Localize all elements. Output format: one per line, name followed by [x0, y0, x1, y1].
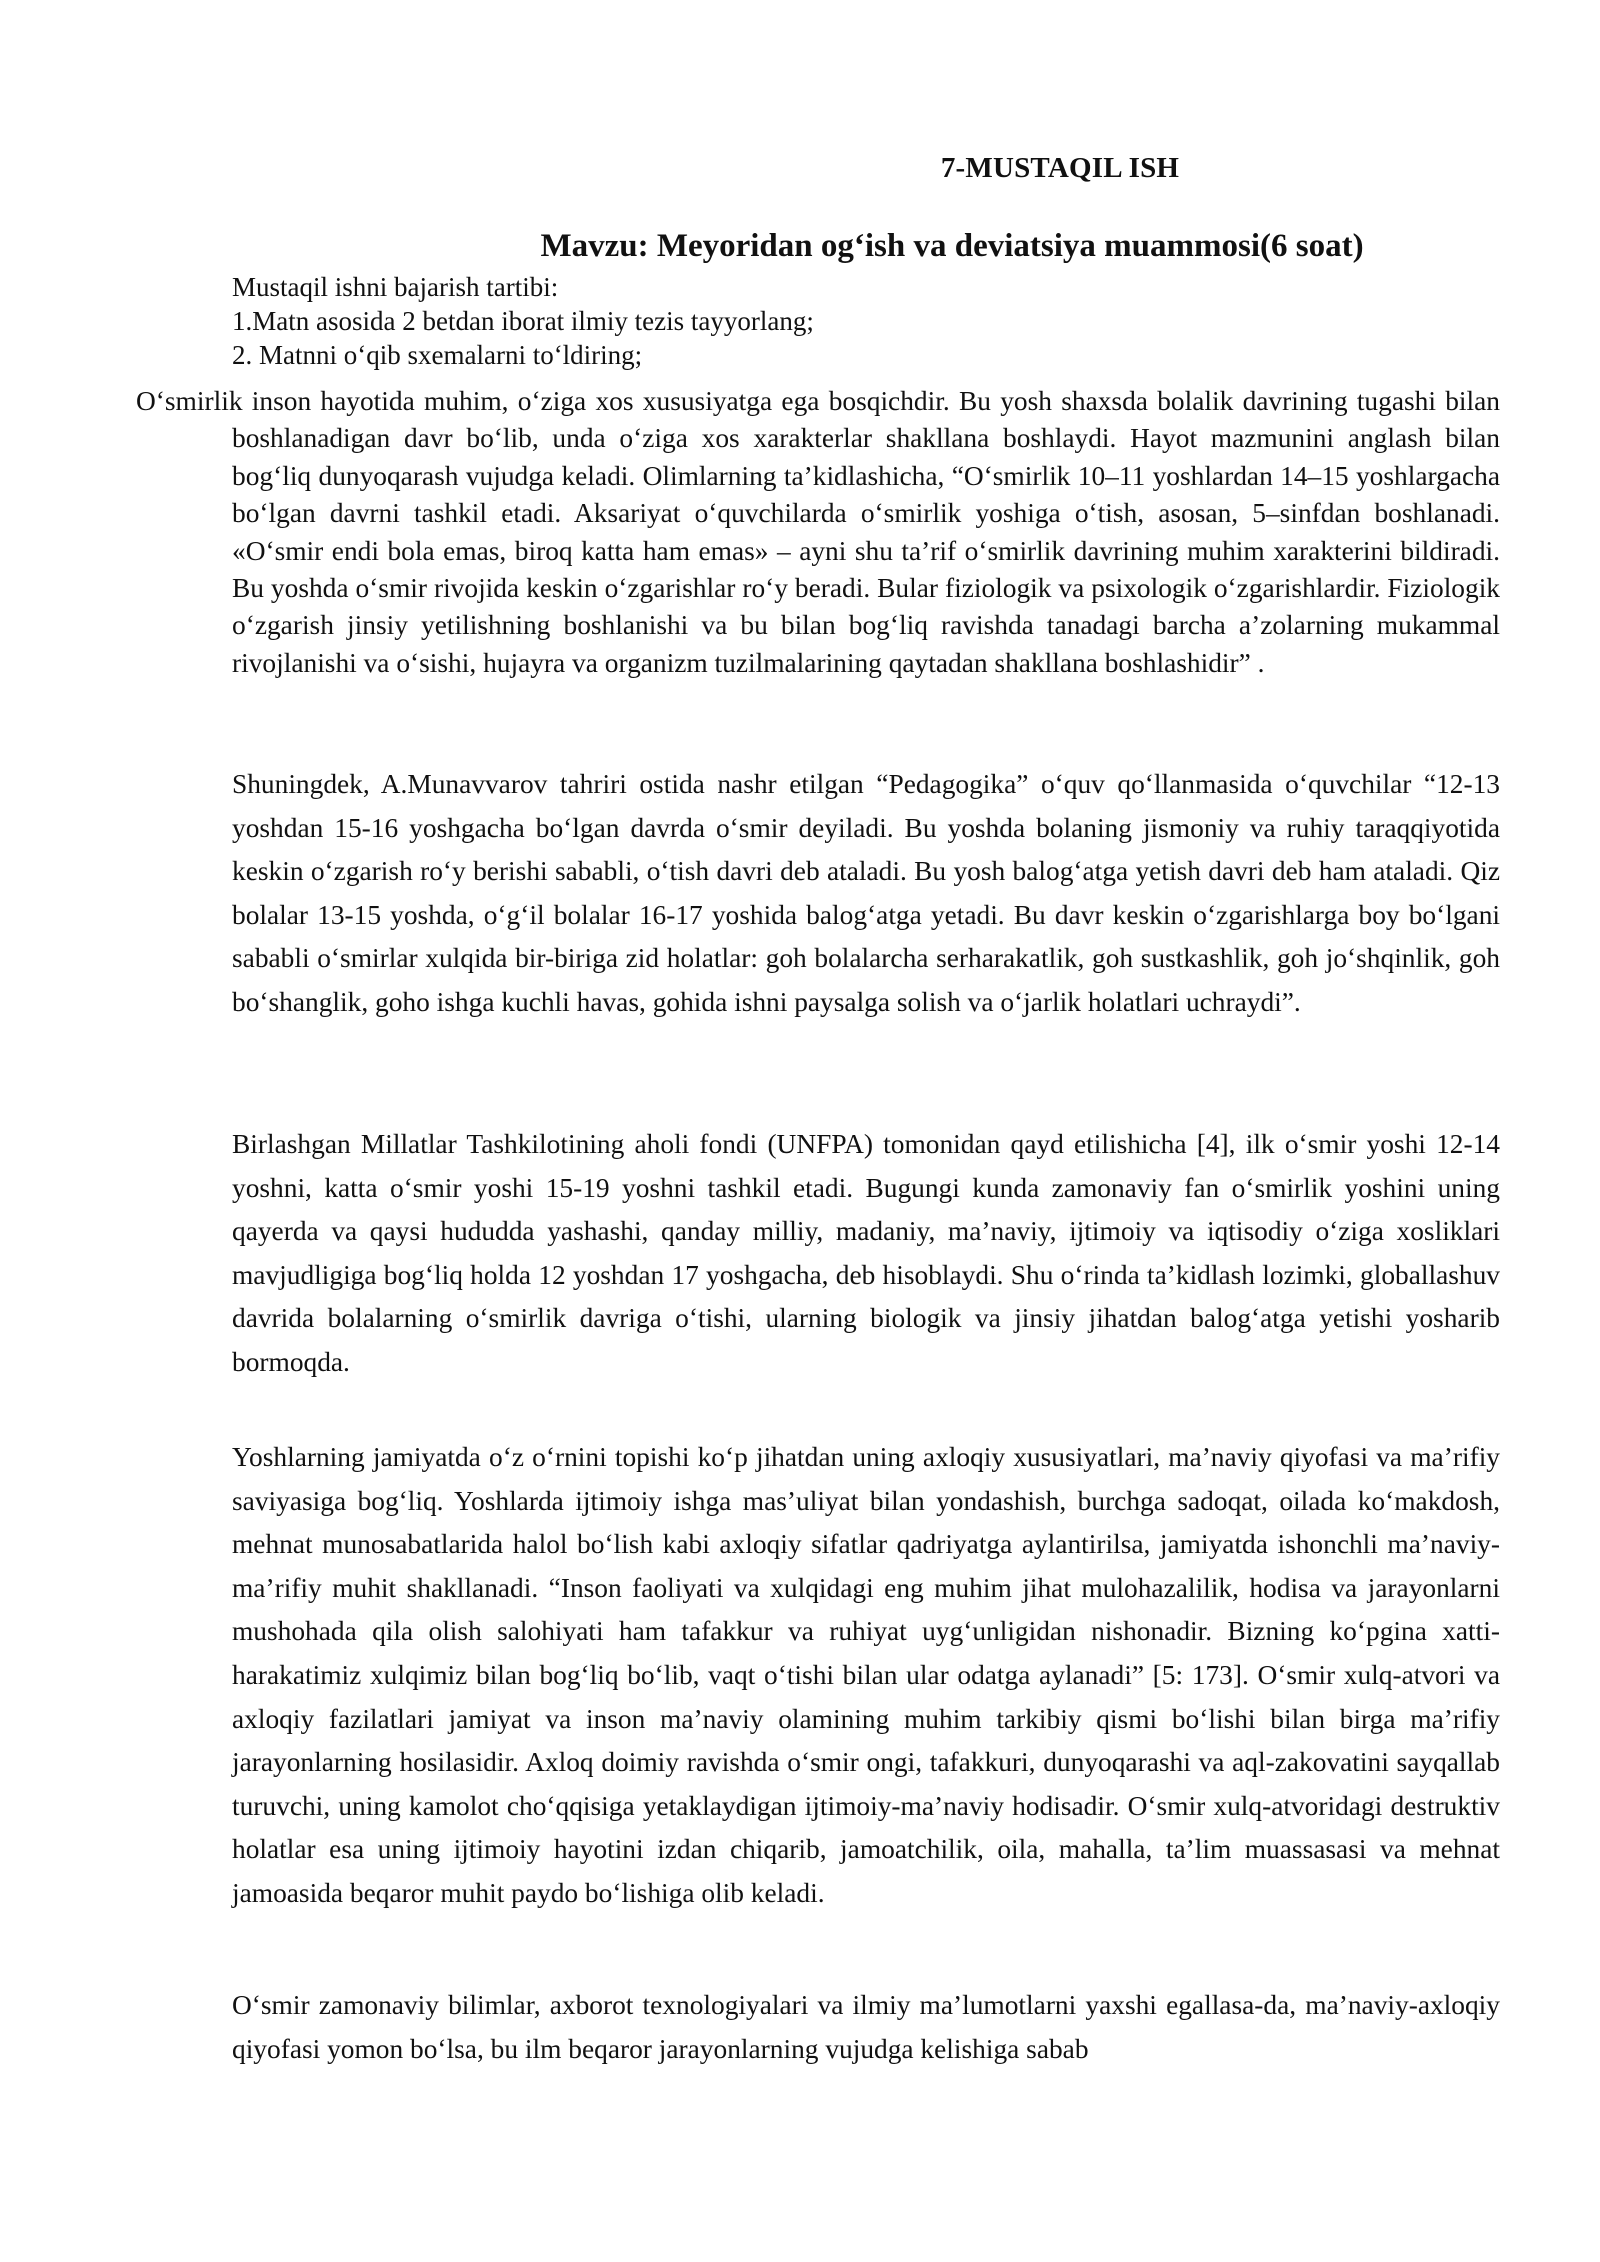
instructions-heading: Mustaqil ishni bajarish tartibi:: [232, 272, 559, 302]
task-instructions: [232, 270, 814, 372]
body-paragraph: Yoshlarning jamiyatda o‘z o‘rnini topishi ko‘p jihatdan uning axloqiy xususiyatlari, ma’naviy qiyofasi va ma’rifiy saviyasiga bog‘liq. Yoshlarda ijtimoiy ishga mas’uliyat bilan yondashish, burchga sadoqat, oilada ko‘makdosh, mehnat munosabatlarida halol bo‘lish kabi axloqiy sifatlar qadriyatga aylantirilsa, jamiyatda ishonchli ma’naviy-ma’rifiy muhit shakllanadi. “Inson faoliyati va xulqidagi eng muhim jihat mulohazalilik, hodisa va jarayonlarni mushohada qila olish salohiyati ham tafakkur va ruhiyat uyg‘unligidan nishonadir. Bizning ko‘pgina xatti-harakatimiz xulqimiz bilan bog‘liq bo‘lib, vaqt o‘tishi bilan ular odatga aylanadi” [5: 173]. O‘smir xulq-atvori va axloqiy fazilatlari jamiyat va inson ma’naviy olamining muhim tarkibiy qismi bo‘lishi bilan birga ma’rifiy jarayonlarning hosilasidir. Axloq doimiy ravishda o‘smir ongi, tafakkuri, dunyoqarashi va aql-zakovatini sayqallab turuvchi, uning kamolot cho‘qqisiga yetaklaydigan ijtimoiy-ma’naviy hodisadir. O‘smir xulq-atvoridagi destruktiv holatlar esa uning ijtimoiy hayotini izdan chiqarib, jamoatchilik, oila, mahalla, ta’lim muassasasi va mehnat jamoasida beqaror muhit paydo bo‘lishiga olib keladi.: [232, 1442, 1500, 1908]
document-title: 7-MUSTAQIL ISH: [940, 152, 1180, 184]
body-paragraph: O‘smirlik inson hayotida muhim, o‘ziga xos xususiyatga ega bosqichdir. Bu yosh shaxsda bolalik davrining tugashi bilan boshlanadigan davr bo‘lib, unda o‘ziga xos xarakterlar shakllana boshlaydi. Hayot mazmunini anglash bilan bog‘liq dunyoqarash vujudga keladi. Olimlarning ta’kidlashicha, “O‘smirlik 10–11 yoshlardan 14–15 yoshlargacha bo‘lgan davrni tashkil etadi. Aksariyat o‘quvchilarda o‘smirlik yoshiga o‘tish, asosan, 5–sinfdan boshlanadi. «O‘smir endi bola emas, biroq katta ham emas» – ayni shu ta’rif o‘smirlik davrining muhim xarakterini bildiradi. Bu yoshda o‘smir rivojida keskin o‘zgarishlar ro‘y beradi. Bular fiziologik va psixologik o‘zgarishlardir. Fiziologik o‘zgarish jinsiy yetilishning boshlanishi va bu bilan bog‘liq ravishda tanadagi barcha a’zolarning mukammal rivojlanishi va o‘sishi, hujayra va organizm tuzilmalarining qaytadan shakllana boshlashidir” .: [136, 386, 1500, 678]
instruction-item: 2. Matnni o‘qib sxemalarni to‘ldiring;: [232, 340, 643, 370]
instruction-item: 1.Matn asosida 2 betdan iborat ilmiy tezis tayyorlang;: [232, 306, 814, 336]
body-paragraph: Birlashgan Millatlar Tashkilotining aholi fondi (UNFPA) tomonidan qayd etilishicha [4], ilk o‘smir yoshi 12-14 yoshni, katta o‘smir yoshi 15-19 yoshni tashkil etadi. Bugungi kunda zamonaviy fan o‘smirlik yoshini uning qayerda va qaysi hududda yashashi, qanday milliy, madaniy, ma’naviy, ijtimoiy va iqtisodiy o‘ziga xosliklari mavjudligiga bog‘liq holda 12 yoshdan 17 yoshgacha, deb hisoblaydi. Shu o‘rinda ta’kidlash lozimki, globallashuv davrida bolalarning o‘smirlik davriga o‘tishi, ularning biologik va jinsiy jihatdan balog‘atga yetishi yosharib bormoqda.: [232, 1129, 1500, 1377]
body-paragraph: O‘smir zamonaviy bilimlar, axborot texnologiyalari va ilmiy ma’lumotlarni yaxshi egallasa-da, ma’naviy-axloqiy qiyofasi yomon bo‘lsa, bu ilm beqaror jarayonlarning vujudga kelishiga sabab: [232, 1990, 1500, 2064]
body-paragraph: Shuningdek, A.Munavvarov tahriri ostida nashr etilgan “Pedagogika” o‘quv qo‘llanmasida o‘quvchilar “12-13 yoshdan 15-16 yoshgacha bo‘lgan davrda o‘smir deyiladi. Bu yoshda bolaning jismoniy va ruhiy taraqqiyotida keskin o‘zgarish ro‘y berishi sababli, o‘tish davri deb ataladi. Bu yosh balog‘atga yetish davri deb ham ataladi. Qiz bolalar 13-15 yoshda, o‘g‘il bolalar 16-17 yoshida balog‘atga yetadi. Bu davr keskin o‘zgarishlarga boy bo‘lgani sababli o‘smirlar xulqida bir-biriga zid holatlar: goh bolalarcha serharakatlik, goh sustkashlik, goh jo‘shqinlik, goh bo‘shanglik, goho ishga kuchli havas, gohida ishni paysalga solish va o‘jarlik holatlari uchraydi”.: [232, 769, 1500, 1017]
topic-heading: Mavzu: Meyoridan og‘ish va deviatsiya muammosi(6 soat): [540, 228, 1364, 264]
